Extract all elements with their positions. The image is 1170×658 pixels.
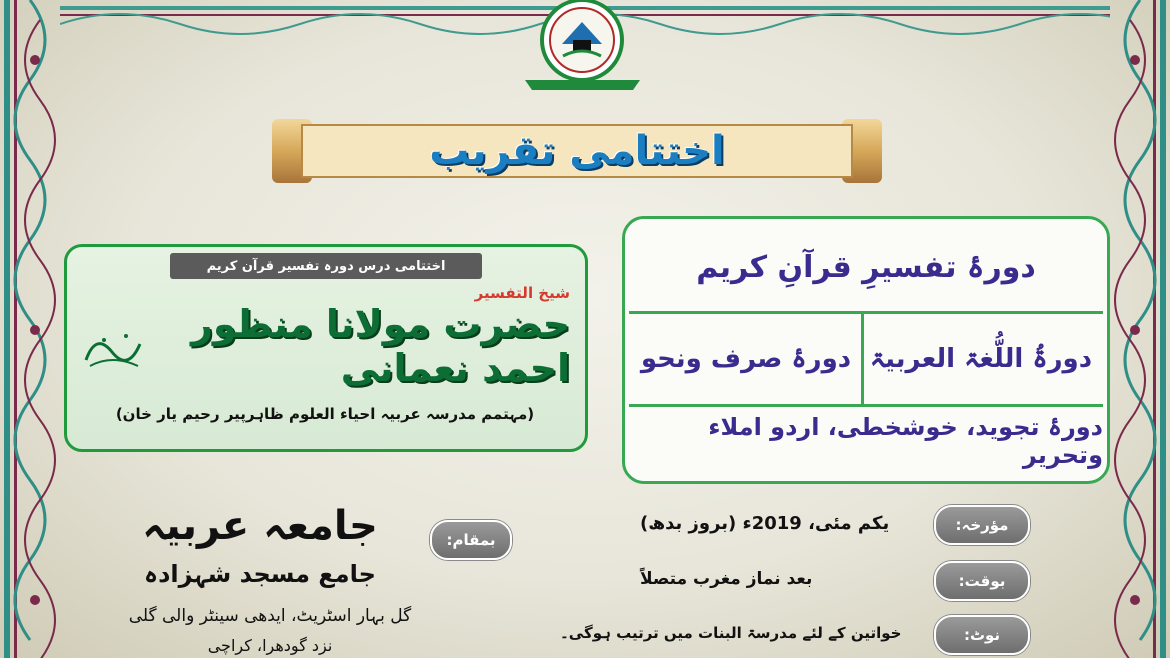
courses-vertical-divider bbox=[861, 314, 864, 404]
speaker-title: شیخ التفسیر bbox=[474, 284, 570, 302]
course-arabic-language: دورۃُ اللُّغۃ العربیۃ bbox=[869, 344, 1093, 374]
time-value: بعد نماز مغرب متصلاً bbox=[640, 569, 813, 589]
date-label-pill: مؤرخہ: bbox=[934, 505, 1030, 545]
time-label-pill: بوقت: bbox=[934, 561, 1030, 601]
left-ornament-border bbox=[0, 0, 70, 658]
madrasa-emblem-logo bbox=[515, 0, 650, 92]
speaker-affiliation: (مہتمم مدرسہ عربیہ احیاء العلوم ظاہرپیر رحیم یار خان) bbox=[115, 405, 535, 423]
speaker-name: حضرت مولانا منظور احمد نعمانی bbox=[190, 302, 570, 390]
note-value: خواتین کے لئے مدرسۃ البنات میں ترتیب ہوگی۔ bbox=[560, 624, 902, 642]
venue-address-line2: نزد گودھرا، کراچی bbox=[207, 635, 333, 655]
date-value: یکم مئی، 2019ء (بروز بدھ) bbox=[640, 512, 890, 534]
courses-divider bbox=[629, 404, 1103, 407]
courses-divider bbox=[629, 311, 1103, 314]
course-tajweed-calligraphy: دورۂ تجوید، خوشخطی، اردو املاء وتحریر bbox=[708, 413, 1103, 469]
course-sarf-nahw: دورۂ صرف ونحو bbox=[640, 344, 852, 374]
courses-panel bbox=[622, 216, 1110, 484]
venue-address-line1: گل بہار اسٹریٹ، ایدھی سینٹر والی گلی bbox=[128, 605, 412, 626]
note-label-pill: نوٹ: bbox=[934, 615, 1030, 655]
venue-mosque: جامع مسجد شہزادہ bbox=[144, 560, 376, 588]
event-title: اختتامی تقریب bbox=[429, 128, 725, 174]
venue-label-pill: بمقام: bbox=[430, 520, 512, 560]
honorific-calligraphy-icon bbox=[82, 326, 144, 374]
venue-name: جامعہ عربیہ bbox=[142, 503, 378, 549]
speaker-event-tag: اختتامی درس دورہ تفسیر قرآن کریم bbox=[170, 253, 482, 279]
course-tafseer: دورۂ تفسیرِ قرآنِ کریم bbox=[696, 249, 1036, 285]
right-ornament-border bbox=[1100, 0, 1170, 658]
